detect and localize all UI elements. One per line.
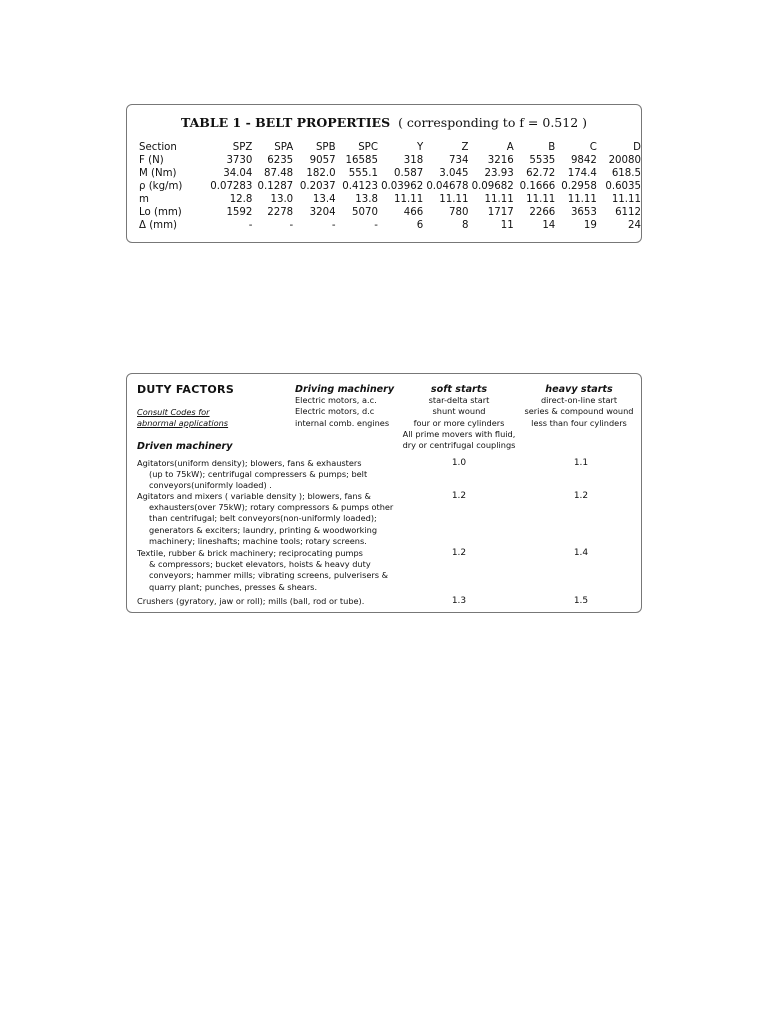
soft-starts-heading: soft starts [430, 384, 488, 395]
soft-line: star-delta start [428, 395, 490, 406]
belt-value-cell: 3204 [309, 207, 336, 218]
belt-value-cell: 1592 [226, 207, 253, 218]
belt-properties-panel [126, 104, 642, 243]
belt-section-header: D [633, 142, 641, 153]
heavy-line: less than four cylinders [531, 417, 627, 428]
belt-table-row [139, 180, 641, 193]
belt-value-cell: 11.11 [439, 194, 469, 205]
description-line: & compressors; bucket elevators, hoists & heavy duty [149, 559, 371, 570]
belt-value-cell: 9842 [570, 155, 597, 166]
belt-value-cell: 5535 [529, 155, 556, 166]
belt-table-row [139, 154, 641, 167]
description-line: than centrifugal; belt conveyors(non-uniformly loaded); [149, 513, 377, 524]
heavy-line: series & compound wound [524, 406, 634, 417]
duty-factors-title: DUTY FACTORS [137, 383, 235, 396]
consult-line: Consult Codes for [137, 407, 210, 417]
belt-value-cell: 0.03962 [381, 181, 424, 192]
description-line: Textile, rubber & brick machinery; reciprocating pumps [137, 548, 363, 558]
heavy-start-factor: 1.2 [573, 491, 589, 501]
belt-table-row [139, 219, 641, 232]
belt-value-cell: 0.1666 [519, 181, 556, 192]
heavy-start-factor: 1.1 [573, 458, 589, 468]
belt-value-cell: 9057 [309, 155, 336, 166]
belt-value-cell: 16585 [345, 155, 378, 166]
belt-row-label: M (Nm) [139, 168, 177, 179]
duty-factors-panel [126, 373, 642, 613]
belt-value-cell: 3730 [226, 155, 253, 166]
driving-line: Electric motors, a.c. [295, 395, 377, 406]
driving-line: Electric motors, d.c [295, 406, 375, 417]
belt-value-cell: 3.045 [439, 168, 469, 179]
belt-section-header: Z [461, 142, 469, 153]
belt-value-cell: 5070 [352, 207, 378, 218]
belt-value-cell: 20080 [608, 155, 641, 166]
belt-properties-table [139, 141, 641, 232]
belt-row-label: m [139, 194, 149, 205]
soft-start-factor: 1.2 [451, 548, 467, 558]
belt-value-cell: 318 [403, 155, 424, 166]
belt-table-title-bold: TABLE 1 - BELT PROPERTIES [180, 115, 391, 130]
belt-value-cell: 1717 [487, 207, 514, 218]
driven-machinery-description [137, 491, 393, 547]
belt-value-cell: 24 [628, 220, 641, 231]
belt-table-title-condition: ( corresponding to f = 0.512 ) [398, 115, 588, 130]
belt-value-cell: - [374, 220, 378, 231]
belt-value-cell: 6112 [615, 207, 641, 218]
consult-line: abnormal applications [137, 418, 229, 429]
heavy-line: direct-on-line start [540, 395, 618, 406]
belt-value-cell: 12.8 [229, 194, 253, 205]
belt-value-cell: 174.4 [567, 168, 597, 179]
description-line: (up to 75kW); centrifugal compressers & pumps; belt [149, 469, 368, 480]
belt-table-row [139, 167, 641, 180]
belt-value-cell: 780 [449, 207, 469, 218]
belt-section-header: B [548, 142, 556, 153]
belt-table-title [127, 115, 641, 130]
belt-section-header: SPB [315, 142, 336, 153]
heavy-starts-column [519, 384, 639, 429]
belt-value-cell: - [248, 220, 253, 231]
belt-value-cell: 0.6035 [605, 181, 641, 192]
soft-starts-column [389, 384, 529, 451]
driven-machinery-description [137, 548, 388, 593]
belt-section-header: SPA [274, 142, 294, 153]
heavy-start-factor: 1.5 [573, 596, 589, 606]
soft-line: All prime movers with fluid, [402, 428, 516, 439]
soft-start-factor: 1.3 [451, 596, 467, 606]
belt-value-cell: 11.11 [567, 194, 597, 205]
belt-table-row [139, 193, 641, 206]
description-line: Crushers (gyratory, jaw or roll); mills (ball, rod or tube). [137, 596, 365, 606]
belt-value-cell: 0.1287 [257, 181, 294, 192]
belt-value-cell: 2266 [529, 207, 556, 218]
driven-machinery-description [137, 596, 364, 607]
belt-section-header: Y [416, 142, 424, 153]
driven-machinery-heading: Driven machinery [137, 441, 233, 452]
heavy-starts-heading: heavy starts [545, 384, 613, 395]
belt-value-cell: 19 [583, 220, 597, 231]
belt-value-cell: 0.4123 [342, 181, 378, 192]
belt-section-header: C [589, 142, 597, 153]
belt-value-cell: 734 [449, 155, 469, 166]
consult-codes-note [137, 407, 228, 429]
belt-table-row [139, 141, 641, 154]
belt-value-cell: 11.11 [611, 194, 641, 205]
belt-value-cell: 0.07283 [210, 181, 253, 192]
belt-row-label: Section [139, 142, 177, 153]
belt-value-cell: 0.587 [394, 168, 424, 179]
belt-value-cell: 618.5 [611, 168, 641, 179]
driven-machinery-description [137, 458, 367, 492]
soft-line: dry or centrifugal couplings [402, 440, 516, 451]
description-line: conveyors(uniformly loaded) . [149, 480, 272, 491]
belt-value-cell: 14 [542, 220, 556, 231]
description-line: Agitators(uniform density); blowers, fans & exhausters [137, 458, 362, 468]
belt-value-cell: 62.72 [526, 168, 556, 179]
description-line: machinery; lineshafts; machine tools; rotary screens. [149, 535, 367, 546]
belt-value-cell: 0.2037 [299, 181, 336, 192]
belt-value-cell: 13.4 [312, 194, 336, 205]
description-line: generators & exciters; laundry, printing & woodworking [149, 524, 378, 535]
description-line: conveyors; hammer mills; vibrating screens, pulverisers & [149, 570, 388, 581]
belt-section-header: SPZ [232, 142, 253, 153]
belt-section-header: SPC [358, 142, 378, 153]
belt-value-cell: 182.0 [306, 168, 336, 179]
belt-value-cell: 555.1 [348, 168, 378, 179]
driving-line: internal comb. engines [295, 417, 390, 428]
belt-row-label: F (N) [139, 155, 164, 166]
belt-value-cell: 2278 [267, 207, 294, 218]
belt-value-cell: 87.48 [264, 168, 294, 179]
belt-value-cell: 11.11 [484, 194, 514, 205]
belt-value-cell: 11.11 [526, 194, 556, 205]
belt-table-row [139, 206, 641, 219]
belt-value-cell: 11 [500, 220, 514, 231]
belt-row-label: ρ (kg/m) [139, 181, 183, 192]
belt-value-cell: 3216 [487, 155, 514, 166]
belt-value-cell: 3653 [570, 207, 597, 218]
belt-value-cell: 23.93 [484, 168, 514, 179]
belt-value-cell: 13.8 [355, 194, 378, 205]
description-line: Agitators and mixers ( variable density ); blowers, fans & [137, 491, 371, 501]
belt-value-cell: 6 [416, 220, 424, 231]
belt-value-cell: 13.0 [270, 194, 294, 205]
belt-value-cell: 0.2958 [561, 181, 597, 192]
belt-value-cell: 8 [461, 220, 469, 231]
soft-start-factor: 1.0 [451, 458, 467, 468]
driving-machinery-heading: Driving machinery [295, 384, 395, 395]
driving-machinery-column [295, 384, 394, 429]
description-line: exhausters(over 75kW); rotary compressors & pumps other [149, 502, 394, 513]
belt-value-cell: 11.11 [394, 194, 424, 205]
description-line: quarry plant; punches, presses & shears. [149, 581, 318, 592]
soft-line: four or more cylinders [413, 417, 505, 428]
belt-value-cell: 466 [403, 207, 424, 218]
belt-value-cell: - [289, 220, 294, 231]
belt-value-cell: 34.04 [223, 168, 253, 179]
belt-value-cell: 6235 [267, 155, 294, 166]
belt-value-cell: - [331, 220, 336, 231]
belt-section-header: A [506, 142, 514, 153]
belt-value-cell: 0.09682 [471, 181, 514, 192]
heavy-start-factor: 1.4 [573, 548, 589, 558]
belt-row-label: Lo (mm) [139, 207, 182, 218]
soft-start-factor: 1.2 [451, 491, 467, 501]
belt-row-label: Δ (mm) [139, 220, 178, 231]
soft-line: shunt wound [432, 406, 486, 417]
belt-value-cell: 0.04678 [426, 181, 469, 192]
